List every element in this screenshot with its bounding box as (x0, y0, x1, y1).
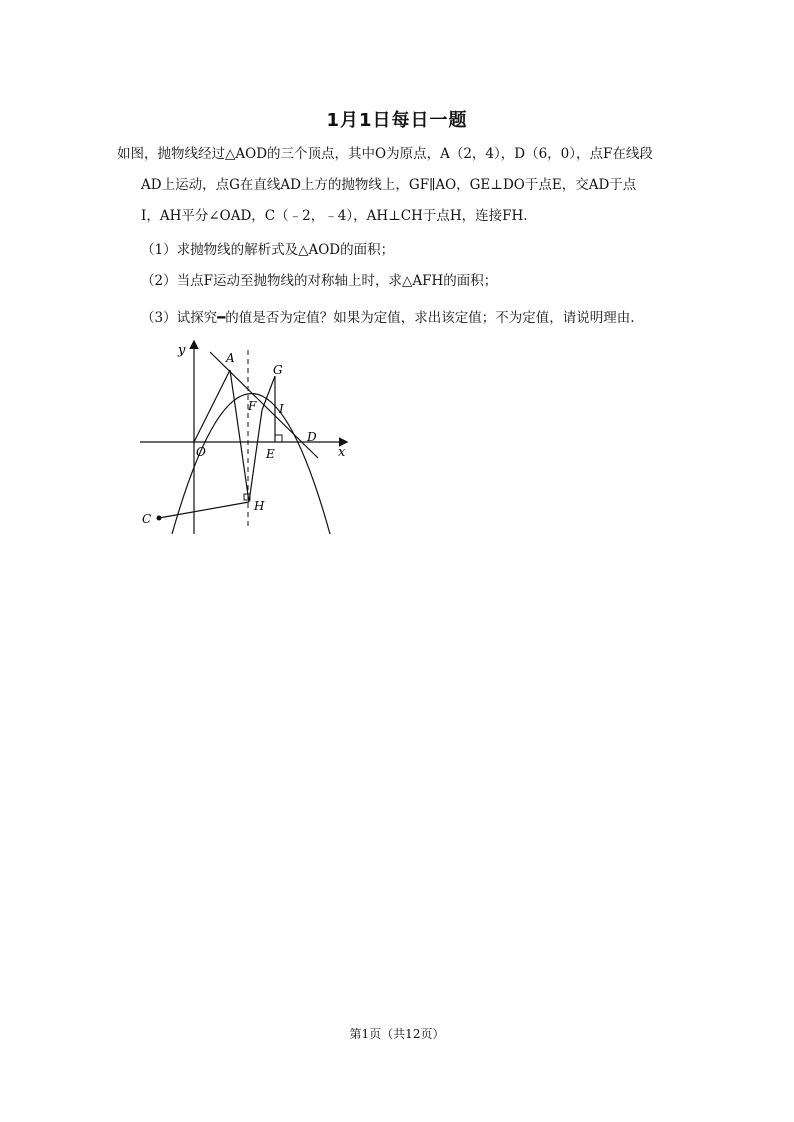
label-g: G (273, 363, 283, 377)
parabola-curve (172, 394, 330, 535)
label-h: H (254, 499, 265, 513)
problem-line-2: AD上运动，点G在直线AD上方的抛物线上，GF∥AO，GE⊥DO于点E，交AD于点 (141, 177, 637, 193)
problem-line-3: I，AH平分∠OAD，C（﹣2，﹣4），AH⊥CH于点H，连接FH. (141, 208, 528, 224)
segment-fh (249, 410, 262, 502)
segment-oa (194, 370, 230, 442)
page-footer: 第1页（共12页） (349, 1027, 445, 1041)
question-1: （1）求抛物线的解析式及△AOD的面积； (141, 242, 395, 258)
question-3: （3）试探究━的值是否为定值？如果为定值，求出该定值；不为定值，请说明理由. (141, 310, 635, 326)
problem-line-1: 如图，抛物线经过△AOD的三个顶点，其中O为原点，A（2，4），D（6，0），点F在线段 (117, 146, 653, 162)
label-y: y (178, 343, 186, 358)
point-c (157, 516, 162, 521)
segment-gf (262, 376, 275, 410)
label-a: A (226, 351, 235, 365)
page-title: 1月1日每日一题 (326, 110, 468, 131)
question-2: （2）当点F运动至抛物线的对称轴上时，求△AFH的面积； (141, 273, 498, 289)
label-x: x (338, 445, 346, 460)
geometry-figure (138, 338, 358, 538)
label-d: D (307, 430, 317, 444)
segment-ah (230, 370, 249, 502)
label-i: I (279, 402, 284, 416)
segment-ch (159, 502, 249, 518)
right-angle-e (275, 435, 282, 442)
label-o: O (196, 445, 206, 459)
label-f: F (248, 399, 257, 413)
label-e: E (266, 447, 275, 461)
label-c: C (142, 512, 152, 526)
